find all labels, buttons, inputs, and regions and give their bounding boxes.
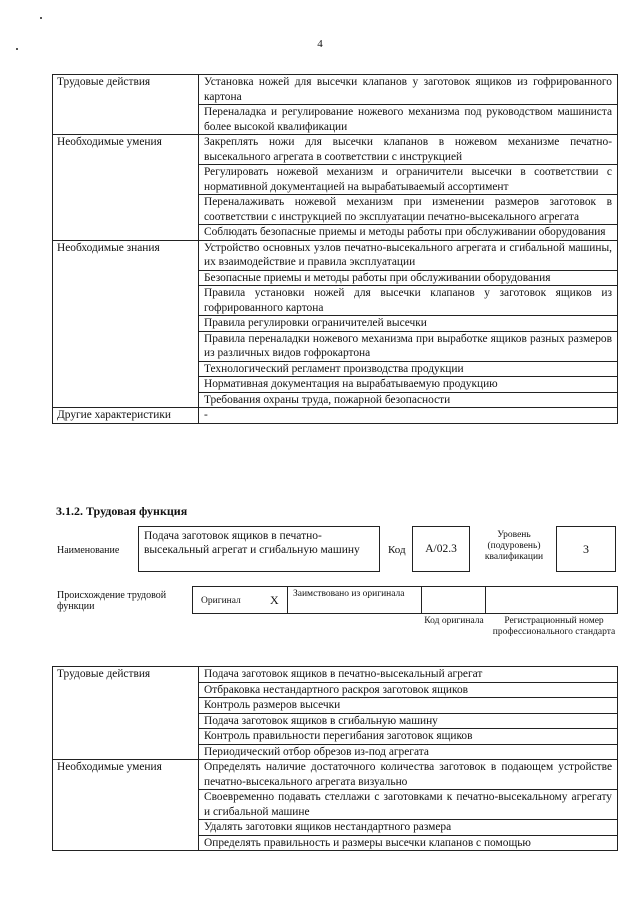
category-cell: Необходимые умения [53, 135, 199, 241]
code-box [412, 526, 470, 572]
category-cell: Трудовые действия [53, 667, 199, 760]
table-row [53, 408, 618, 424]
origin-label: Происхождение трудовой функции [57, 590, 167, 612]
scan-mark [40, 17, 42, 19]
category-cell: Необходимые знания [53, 240, 199, 408]
item-cell: Переналадка и регулирование ножевого механизма под руководством машиниста более высокой квалификации [199, 105, 618, 135]
item-cell: Устройство основных узлов печатно-высекального агрегата и сгибальной машины, их взаимодействие и правила эксплуатации [199, 240, 618, 270]
item-cell: Технологический регламент производства продукции [199, 361, 618, 377]
item-cell: Удалять заготовки ящиков нестандартного размера [199, 820, 618, 836]
item-cell: Контроль правильности перегибания заготовок ящиков [199, 729, 618, 745]
item-cell: Закреплять ножи для высечки клапанов в ножевом механизме печатно-высекального агрегата в соответствии с инструкцией [199, 135, 618, 165]
table-row [53, 760, 618, 790]
item-cell: - [199, 408, 618, 424]
code-label: Код [388, 544, 406, 556]
function-name-box [138, 526, 380, 572]
item-cell: Подача заготовок ящиков в печатно-высекальный агрегат [199, 667, 618, 683]
code-value: А/02.3 [425, 543, 457, 555]
item-cell: Правила регулировки ограничителей высечки [199, 316, 618, 332]
item-cell: Правила установки ножей для высечки клапанов у заготовок ящиков из гофрированного картона [199, 286, 618, 316]
item-cell: Регулировать ножевой механизм и ограничители высечки в соответствии с нормативной документацией на вырабатываемый ассортимент [199, 165, 618, 195]
item-cell: Периодический отбор обрезов из-под агрегата [199, 744, 618, 760]
competency-table-1 [52, 74, 618, 424]
item-cell: Подача заготовок ящиков в сгибальную машину [199, 713, 618, 729]
table-row [53, 240, 618, 270]
name-label: Наименование [57, 545, 120, 556]
item-cell: Определять наличие достаточного количества заготовок в подающем устройстве печатно-высекального агрегата визуально [199, 760, 618, 790]
reg-caption: Регистрационный номер профессионального стандарта [492, 616, 616, 637]
section-title: 3.1.2. Трудовая функция [56, 504, 188, 518]
item-cell: Требования охраны труда, пожарной безопасности [199, 392, 618, 408]
original-label: Оригинал [201, 596, 241, 606]
level-box [556, 526, 616, 572]
category-cell: Трудовые действия [53, 75, 199, 135]
table-row [53, 75, 618, 105]
original-mark: X [270, 593, 279, 607]
table-row [53, 135, 618, 165]
item-cell: Контроль размеров высечки [199, 698, 618, 714]
borrowed-label: Заимствовано из оригинала [293, 589, 405, 599]
origin-box [192, 586, 618, 614]
item-cell: Своевременно подавать стеллажи с заготовками к печатно-высекальному агрегату и сгибальной машине [199, 790, 618, 820]
level-label: Уровень (подуровень) квалификации [484, 530, 544, 562]
item-cell: Нормативная документация на вырабатываемую продукцию [199, 377, 618, 393]
page-number: 4 [317, 38, 323, 50]
category-cell: Другие характеристики [53, 408, 199, 424]
level-value: 3 [583, 542, 589, 556]
item-cell: Правила переналадки ножевого механизма при выработке ящиков разных размеров из различных видов гофрокартона [199, 331, 618, 361]
item-cell: Отбраковка нестандартного раскроя заготовок ящиков [199, 682, 618, 698]
competency-table-2 [52, 666, 618, 851]
item-cell: Переналаживать ножевой механизм при изменении размеров заготовок в соответствии с инструкцией по эксплуатации печатно-высекального агрегата [199, 195, 618, 225]
item-cell: Установка ножей для высечки клапанов у заготовок ящиков из гофрированного картона [199, 75, 618, 105]
item-cell: Безопасные приемы и методы работы при обслуживании оборудования [199, 270, 618, 286]
table-row [53, 667, 618, 683]
item-cell: Соблюдать безопасные приемы и методы работы при обслуживании оборудования [199, 225, 618, 241]
code-caption: Код оригинала [424, 616, 484, 626]
item-cell: Определять правильность и размеры высечки клапанов с помощью [199, 835, 618, 851]
function-name: Подача заготовок ящиков в печатно-высекальный агрегат и сгибальную машину [144, 530, 360, 556]
category-cell: Необходимые умения [53, 760, 199, 851]
